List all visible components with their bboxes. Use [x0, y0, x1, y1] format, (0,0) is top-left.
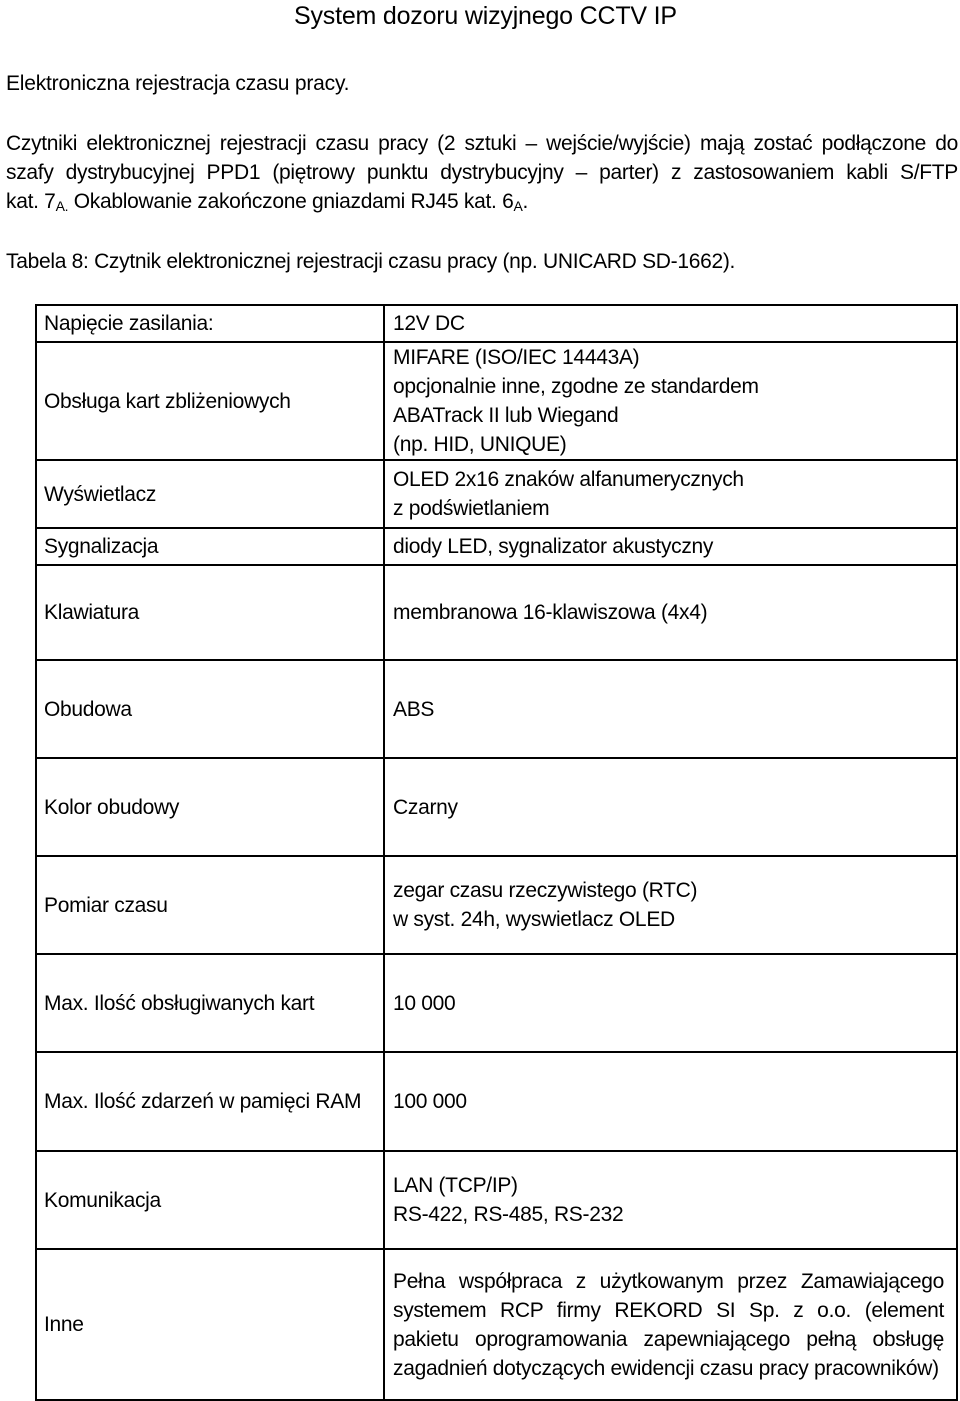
table-row — [36, 660, 957, 758]
spec-label: Napięcie zasilania: — [36, 305, 384, 342]
spec-value: diody LED, sygnalizator akustyczny — [384, 528, 957, 565]
spec-value: ABS — [384, 660, 957, 758]
subscript-a: A. — [55, 198, 69, 214]
table-row — [36, 758, 957, 856]
spec-value-line: RS-422, RS-485, RS-232 — [393, 1203, 624, 1226]
spec-value — [384, 1151, 957, 1249]
spec-value-line: MIFARE (ISO/IEC 14443A) — [393, 346, 640, 369]
spec-value — [384, 342, 957, 460]
spec-value: Czarny — [384, 758, 957, 856]
spec-label: Kolor obudowy — [36, 758, 384, 856]
spec-value — [384, 856, 957, 954]
spec-value: Pełna współpraca z użytkowanym przez Zamawiającego systemem RCP firmy REKORD SI Sp. z o.o. (element pakietu oprogramowania zapewniającego pełną obsługę zagadnień dotyczących ewidencji czasu pracy pracowników) — [384, 1249, 957, 1400]
spec-label: Max. Ilość zdarzeń w pamięci RAM — [36, 1052, 384, 1151]
spec-value: 10 000 — [384, 954, 957, 1052]
table-row — [36, 460, 957, 528]
table-caption: Tabela 8: Czytnik elektronicznej rejestracji czasu pracy (np. UNICARD SD-1662). — [6, 250, 736, 273]
spec-label: Wyświetlacz — [36, 460, 384, 528]
spec-value-line: (np. HID, UNIQUE) — [393, 433, 567, 456]
spec-value-line: ABATrack II lub Wiegand — [393, 404, 619, 427]
table-row — [36, 565, 957, 660]
section-title: Elektroniczna rejestracja czasu pracy. — [6, 72, 350, 95]
intro-text: . — [522, 190, 529, 213]
spec-value-line: w syst. 24h, wyswietlacz OLED — [393, 908, 675, 931]
document-header-title: System dozoru wizyjnego CCTV IP — [294, 2, 677, 30]
intro-line — [6, 187, 958, 216]
table-row — [36, 1249, 957, 1400]
intro-text: kat. 7 — [6, 190, 56, 213]
spec-label: Inne — [36, 1249, 384, 1400]
spec-label: Obudowa — [36, 660, 384, 758]
table-row — [36, 1052, 957, 1151]
table-row — [36, 1151, 957, 1249]
spec-label: Pomiar czasu — [36, 856, 384, 954]
spec-label: Obsługa kart zbliżeniowych — [36, 342, 384, 460]
spec-label: Komunikacja — [36, 1151, 384, 1249]
intro-line: Czytniki elektronicznej rejestracji czasu pracy (2 sztuki – wejście/wyjście) mają zostać podłączone do — [6, 132, 958, 155]
specs-table — [35, 304, 958, 1401]
intro-line: szafy dystrybucyjnej PPD1 (piętrowy punktu dystrybucyjny – parter) z zastosowaniem kabli S/FTP — [6, 161, 958, 184]
spec-value-line: OLED 2x16 znaków alfanumerycznych — [393, 468, 744, 491]
intro-paragraph — [6, 129, 958, 216]
intro-text: Okablowanie zakończone gniazdami RJ45 kat. 6 — [68, 190, 514, 213]
table-row — [36, 528, 957, 565]
subscript-a: A — [513, 198, 523, 214]
table-row — [36, 305, 957, 342]
spec-value-line: LAN (TCP/IP) — [393, 1174, 518, 1197]
spec-value: 12V DC — [384, 305, 957, 342]
spec-value: 100 000 — [384, 1052, 957, 1151]
table-row — [36, 856, 957, 954]
spec-value-line: opcjonalnie inne, zgodne ze standardem — [393, 375, 759, 398]
spec-label: Sygnalizacja — [36, 528, 384, 565]
spec-value — [384, 460, 957, 528]
spec-value-line: zegar czasu rzeczywistego (RTC) — [393, 879, 698, 902]
table-row — [36, 342, 957, 460]
spec-label: Max. Ilość obsługiwanych kart — [36, 954, 384, 1052]
table-row — [36, 954, 957, 1052]
spec-value: membranowa 16-klawiszowa (4x4) — [384, 565, 957, 660]
spec-value-line: z podświetlaniem — [393, 497, 550, 520]
spec-label: Klawiatura — [36, 565, 384, 660]
